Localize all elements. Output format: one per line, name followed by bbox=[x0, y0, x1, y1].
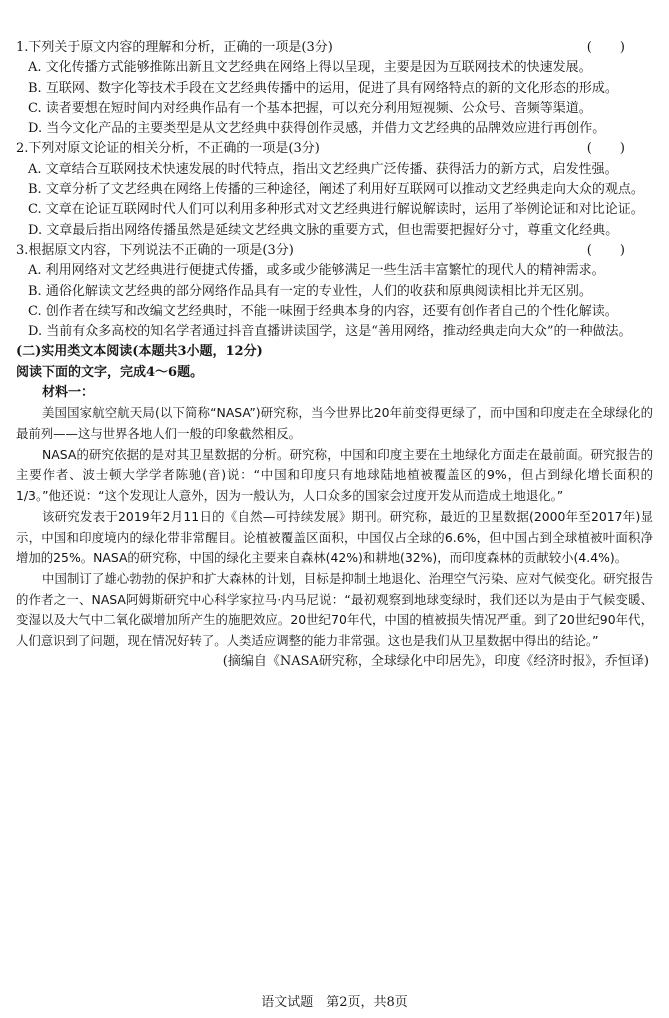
option-a: A. 文化传播方式能够推陈出新且文艺经典在网络上得以呈现，主要是因为互联网技术的快速发展。 bbox=[28, 60, 592, 76]
page-footer: 语文试题 第2页，共8页 bbox=[261, 995, 408, 1010]
section-title: (二)实用类文本阅读(本题共3小题，12分) bbox=[16, 344, 263, 360]
question-stem-text: 2.下列对原文论证的相关分析，不正确的一项是(3分) bbox=[16, 141, 320, 157]
article-paragraph: 美国国家航空航天局(以下简称“NASA”)研究称，当今世界比20年前变得更绿了，而中国和印度走在全球绿化的最前列——这与世界各地人们一般的印象截然相反。 bbox=[16, 405, 653, 442]
option-d: D. 文章最后指出网络传播虽然是延续文艺经典文脉的重要方式，但也需要把握好分寸，尊重文化经典。 bbox=[28, 222, 619, 238]
article-paragraph: 该研究发表于2019年2月11日的《自然—可持续发展》期刊。研究称，最近的卫星数据(2000年至2017年)显示，中国和印度境内的绿化带非常醒目。论植被覆盖区面积，中国仅占全球的6.6%，但中国占到全球植被叶面积净增加的25%。NASA的研究称，中国的绿化主要来自森林(42%)和耕地(32%)，而印度森林的贡献较小(4.4%)。 bbox=[16, 508, 653, 566]
reading-instruction: 阅读下面的文字，完成4～6题。 bbox=[16, 364, 204, 380]
option-d: D. 当今文化产品的主要类型是从文艺经典中获得创作灵感，并借力文艺经典的品牌效应进行再创作。 bbox=[28, 121, 606, 137]
question-stem bbox=[16, 241, 653, 261]
option-b: B. 通俗化解读文艺经典的部分网络作品具有一定的专业性，人们的收获和原典阅读相比并无区别。 bbox=[28, 283, 592, 299]
option-b: B. 文章分析了文艺经典在网络上传播的三种途径，阐述了利用好互联网可以推动文艺经典走向大众的观点。 bbox=[28, 182, 644, 198]
article-paragraph: 中国制订了雄心勃勃的保护和扩大森林的计划，目标是抑制土地退化、治理空气污染、应对气候变化。研究报告的作者之一、NASA阿姆斯研究中心科学家拉马·内马尼说：“最初观察到地球变绿时，我们还以为是由于气候变暖、变湿以及大气中二氧化碳增加所产生的施肥效应。20世纪70年代，中国的植被损失情况严重。到了20世纪90年代，人们意识到了问题，现在情况好转了。人类适应调整的能力非常强。这也是我们从卫星数据中得出的结论。” bbox=[16, 570, 653, 649]
option-c: C. 创作者在续写和改编文艺经典时，不能一味囿于经典本身的内容，还要有创作者自己的个性化解读。 bbox=[28, 303, 618, 319]
answer-parentheses: ( ) bbox=[586, 141, 637, 157]
option-c: C. 文章在论证互联网时代人们可以利用多种形式对文艺经典进行解说解读时，运用了举例论证和对比论证。 bbox=[28, 202, 644, 218]
question-1 bbox=[16, 38, 653, 139]
question-2 bbox=[16, 139, 653, 240]
option-d: D. 当前有众多高校的知名学者通过抖音直播讲读国学，这是“善用网络，推动经典走向大众”的一种做法。 bbox=[28, 324, 632, 340]
question-stem bbox=[16, 139, 653, 159]
option-a: A. 利用网络对文艺经典进行便捷式传播，或多或少能够满足一些生活丰富繁忙的现代人的精神需求。 bbox=[28, 263, 605, 279]
option-a: A. 文章结合互联网技术快速发展的时代特点，指出文艺经典广泛传播、获得活力的新方式，启发性强。 bbox=[28, 161, 618, 177]
answer-parentheses: ( ) bbox=[586, 40, 637, 55]
article-paragraph: NASA的研究依据的是对其卫星数据的分析。研究称，中国和印度主要在土地绿化方面走在最前面。研究报告的主要作者、波士顿大学学者陈驰(音)说：“中国和印度只有地球陆地植被覆盖区的9%，但占到绿化增长面积的1/3。”他还说：“这个发现让人意外，因为一般认为，人口众多的国家会过度开发从而造成土地退化。” bbox=[16, 446, 653, 504]
option-c: C. 读者要想在短时间内对经典作品有一个基本把握，可以充分利用短视频、公众号、音频等渠道。 bbox=[28, 100, 592, 116]
answer-parentheses: ( ) bbox=[586, 242, 637, 258]
question-stem-text: 1.下列关于原文内容的理解和分析，正确的一项是(3分) bbox=[16, 40, 333, 55]
question-stem bbox=[16, 38, 653, 58]
option-b: B. 互联网、数字化等技术手段在文艺经典传播中的运用，促进了具有网络特点的新的文化形态的形成。 bbox=[28, 80, 618, 96]
question-stem-text: 3.根据原文内容，下列说法不正确的一项是(3分) bbox=[16, 242, 294, 258]
question-3 bbox=[16, 241, 653, 342]
source-citation: (摘编自《NASA研究称，全球绿化中印居先》，印度《经济时报》，乔恒译) bbox=[222, 653, 649, 669]
material-label: 材料一： bbox=[42, 385, 95, 401]
